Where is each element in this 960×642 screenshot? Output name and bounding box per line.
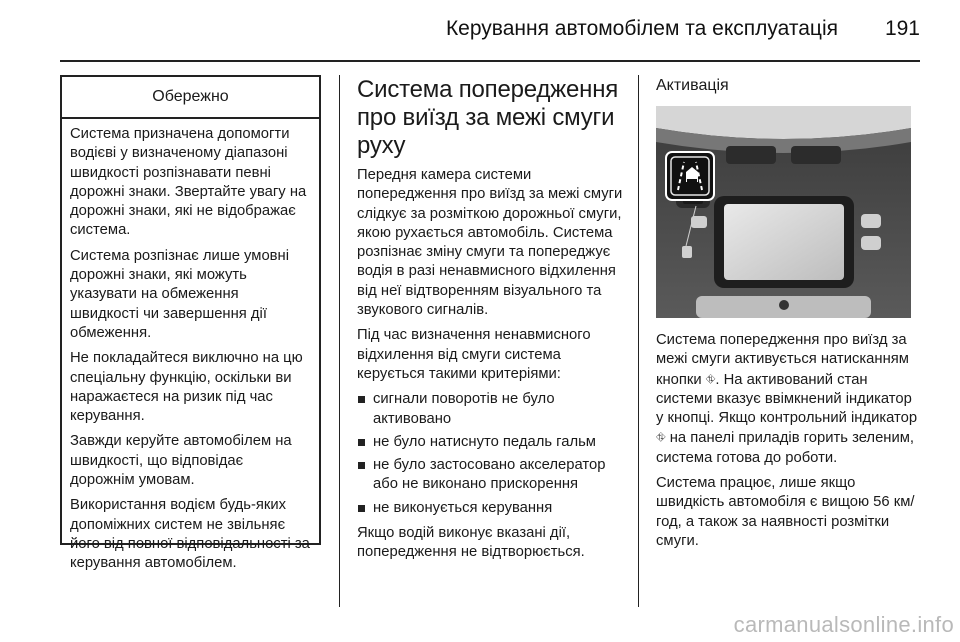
list-item: не було натиснуто педаль гальм <box>357 433 629 452</box>
list-item: не виконується керування <box>357 499 629 518</box>
criteria-intro: Під час визначення ненавмисного відхилення від смуги система керується такими критеріями: <box>357 327 591 382</box>
page-header <box>0 0 960 60</box>
bullet-square-icon <box>358 396 365 403</box>
header-title: Керування автомобілем та експлуатація <box>445 17 838 40</box>
warning-box <box>60 75 321 572</box>
warning-title: Обережно <box>62 77 319 119</box>
warning-paragraph: Не покладайтеся виключно на цю спеціальну функцію, оскільки ви наражаєтеся на ризик під час керування. <box>70 350 303 425</box>
page-number: 191 <box>884 17 920 40</box>
warning-paragraph: Система розпізнає лише умовні дорожні знаки, які можуть указувати на обмеження швидкості чи завершення дії обмеження. <box>70 247 289 341</box>
warning-paragraph: Система призначена допомогти водієві у визначеному діапазоні швидкості розпізнавати певні дорожні знаки. Звертайте увагу на дорожні знаки, які не відображає система. <box>70 126 307 239</box>
lane-departure-section <box>357 76 629 569</box>
activation-paragraph: Система працює, лише якщо швидкість автомобіля є вищою 56 км/год, а також за наявності розмітки смуги. <box>656 475 915 549</box>
watermark: carmanualsonline.info <box>733 612 954 637</box>
warning-body <box>62 119 319 574</box>
column-divider <box>339 75 340 607</box>
list-item: сигнали поворотів не було активовано <box>357 390 629 429</box>
warning-paragraph: Використання водієм будь-яких допоміжних систем не звільняє його від повної відповідальності за керування автомобілем. <box>70 497 310 572</box>
closing-paragraph: Якщо водій виконує вказані дії, попередження не відтворюється. <box>357 525 585 561</box>
intro-paragraph: Передня камера системи попередження про виїзд за межі смуги слідкує за розміткою дорожньої смуги, якою рухається автомобіль. Система розпізнає зміну смуги та попереджує водія в разі ненавмисного відхилення від неї відтворенням візуального та звукового сигналів. <box>357 167 623 319</box>
warning-paragraph: Завжди керуйте автомобілем на швидкості, що відповідає дорожнім умовам. <box>70 433 292 489</box>
dashboard-photo <box>656 106 911 318</box>
header-rule <box>60 60 920 62</box>
bullet-square-icon <box>358 439 365 446</box>
lane-departure-indicator-icon: ⛗ <box>656 430 666 445</box>
bullet-square-icon <box>358 462 365 469</box>
column-divider <box>638 75 639 607</box>
activation-title: Активація <box>656 77 729 94</box>
list-item: не було застосовано акселератор або не виконано прискорення <box>357 456 629 495</box>
lane-departure-button-icon: ⛗ <box>705 371 716 386</box>
section-title: Система попередження про виїзд за межі смуги руху <box>357 76 619 159</box>
bullet-square-icon <box>358 505 365 512</box>
activation-section <box>656 76 918 557</box>
activation-paragraph: Система попередження про виїзд за межі смуги активується натисканням кнопки ⛗. На активований стан системи вказує ввімкнений індикатор у кнопці. Якщо контрольний індикатор ⛗ на панелі приладів горить зеленим, система готова до роботи. <box>656 332 918 466</box>
criteria-list <box>357 390 629 518</box>
